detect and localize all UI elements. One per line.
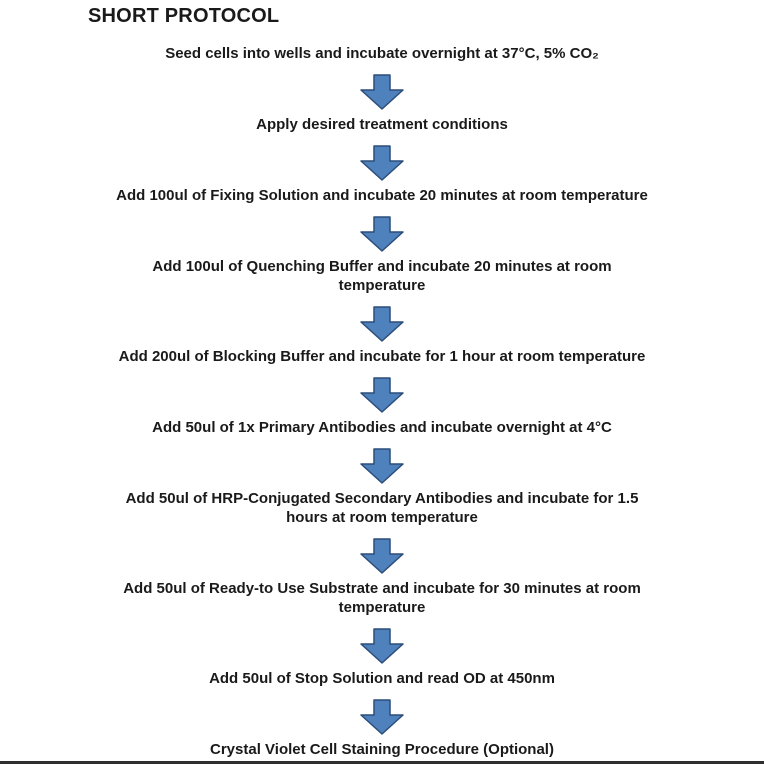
page-title: SHORT PROTOCOL	[88, 5, 280, 27]
down-arrow-icon	[360, 377, 404, 413]
step-text: Apply desired treatment conditions	[256, 116, 508, 133]
down-arrow-icon	[360, 216, 404, 252]
step-text: Add 100ul of Fixing Solution and incubate 20 minutes at room temperature	[116, 187, 648, 204]
step-text: Add 50ul of HRP-Conjugated Secondary Antibodies and incubate for 1.5	[125, 490, 639, 507]
protocol-step-6	[152, 418, 612, 437]
down-arrow-icon	[360, 628, 404, 664]
step-text: temperature	[338, 599, 426, 616]
protocol-flowchart	[0, 44, 764, 759]
step-text: Add 50ul of Ready-to Use Substrate and incubate for 30 minutes at room	[123, 580, 641, 597]
down-arrow-icon	[360, 306, 404, 342]
step-text: Crystal Violet Cell Staining Procedure (Optional)	[210, 741, 554, 758]
protocol-step-2	[256, 115, 508, 134]
protocol-step-4	[152, 257, 611, 295]
step-text: temperature	[338, 277, 426, 294]
step-text: Add 50ul of 1x Primary Antibodies and incubate overnight at 4°C	[152, 419, 612, 436]
step-text: hours at room temperature	[286, 509, 478, 526]
step-text: Add 50ul of Stop Solution and read OD at 450nm	[209, 670, 555, 687]
protocol-step-10	[210, 740, 554, 759]
down-arrow-icon	[360, 74, 404, 110]
step-text: Add 100ul of Quenching Buffer and incubate 20 minutes at room	[152, 258, 612, 275]
protocol-step-9	[209, 669, 555, 688]
down-arrow-icon	[360, 699, 404, 735]
step-text: Seed cells into wells and incubate overnight at 37°C, 5% CO₂	[165, 45, 599, 62]
protocol-step-5	[119, 347, 646, 366]
protocol-step-8	[123, 579, 641, 617]
down-arrow-icon	[360, 145, 404, 181]
step-text: Add 200ul of Blocking Buffer and incubate for 1 hour at room temperature	[118, 348, 646, 365]
protocol-step-3	[116, 186, 648, 205]
down-arrow-icon	[360, 538, 404, 574]
down-arrow-icon	[360, 448, 404, 484]
protocol-step-1	[165, 44, 599, 63]
protocol-step-7	[126, 489, 639, 527]
